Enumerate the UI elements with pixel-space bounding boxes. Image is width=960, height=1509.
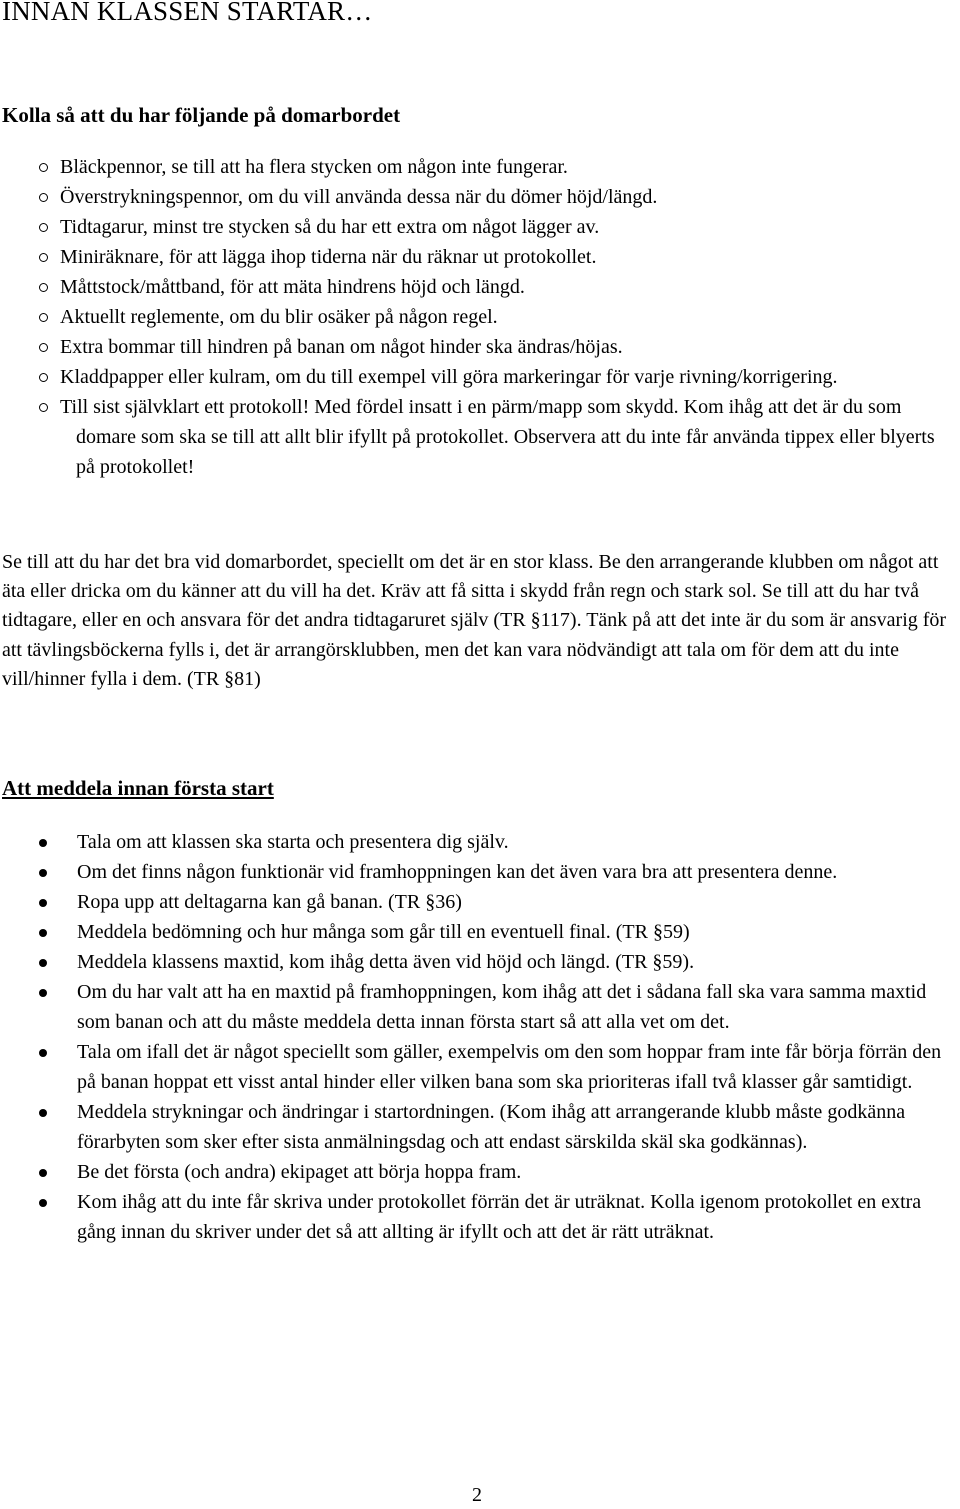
hollow-bullet-icon: [39, 163, 48, 172]
body-paragraph: Se till att du har det bra vid domarbordet, speciellt om det är en stor klass. Be den arrangerande klubben om något att äta eller dricka om du känner att du vill ha det. Kräv att få sitta i skydd från regn och stark sol. Se till att du har två tidtagare, eller en och ansvara för det andra tidtagaruret själv (TR §117). Tänk på att det inte är du som är ansvarig för att tävlingsböckerna fylls i, det är arrangörsklubben, men det kan vara nödvändigt att tala om för dem att du inte vill/hinner fylla i dem. (TR §81): [2, 551, 947, 690]
list-item: Om det finns någon funktionär vid framhoppningen kan det även vara bra att presentera denne.: [0, 857, 960, 887]
page-number: 2: [472, 1484, 482, 1506]
list-item: Överstrykningspennor, om du vill använda dessa när du dömer höjd/längd.: [0, 182, 952, 212]
list-item: Meddela strykningar och ändringar i startordningen. (Kom ihåg att arrangerande klubb måste godkänna förarbyten som sker efter sista anmälningsdag och att endast särskilda skäl ska godkännas).: [0, 1097, 960, 1157]
list-item: Aktuellt reglemente, om du blir osäker på någon regel.: [0, 302, 952, 332]
bullet-icon: [39, 929, 47, 937]
list-item: Kladdpapper eller kulram, om du till exempel vill göra markeringar för varje rivning/korrigering.: [0, 362, 952, 392]
bullet-icon: [39, 1109, 47, 1117]
hollow-bullet-icon: [39, 283, 48, 292]
hollow-bullet-icon: [39, 373, 48, 382]
hollow-bullet-icon: [39, 313, 48, 322]
bullet-icon: [39, 869, 47, 877]
list-item: Meddela bedömning och hur många som går till en eventuell final. (TR §59): [0, 917, 960, 947]
list-item: Meddela klassens maxtid, kom ihåg detta även vid höjd och längd. (TR §59).: [0, 947, 960, 977]
hollow-bullet-icon: [39, 343, 48, 352]
section-heading-forsta-start: Att meddela innan första start: [2, 776, 274, 800]
hollow-bullet-icon: [39, 223, 48, 232]
page-title: INNAN KLASSEN STARTAR…: [2, 0, 373, 26]
list-item: Måttstock/måttband, för att mäta hindrens höjd och längd.: [0, 272, 952, 302]
list-item: Om du har valt att ha en maxtid på framhoppningen, kom ihåg att det i sådana fall ska vara samma maxtid som banan och att du måste meddela detta innan första start så att alla vet om det.: [0, 977, 960, 1037]
bullet-icon: [39, 1049, 47, 1057]
hollow-bullet-icon: [39, 403, 48, 412]
bullet-icon: [39, 1199, 47, 1207]
list-item: Kom ihåg att du inte får skriva under protokollet förrän det är uträknat. Kolla igenom protokollet en extra gång innan du skriver under det så att allting är ifyllt och att det är rätt uträknat.: [0, 1187, 960, 1247]
bullet-icon: [39, 989, 47, 997]
section-heading-domarbordet: Kolla så att du har följande på domarbordet: [2, 103, 401, 127]
bullet-icon: [39, 959, 47, 967]
list-item: Tidtagarur, minst tre stycken så du har ett extra om något lägger av.: [0, 212, 952, 242]
list-item: Till sist självklart ett protokoll! Med fördel insatt i en pärm/mapp som skydd. Kom ihåg att det är du som domare som ska se till att allt blir ifyllt på protokollet. Observera att du inte får använda tippex eller blyerts på protokollet!: [0, 392, 952, 482]
list-item: Tala om ifall det är något speciellt som gäller, exempelvis om den som hoppar fram inte får börja förrän den på banan hoppat ett visst antal hinder eller vilken bana som ska prioriteras ifall två klasser går samtidigt.: [0, 1037, 960, 1097]
list-item: Ropa upp att deltagarna kan gå banan. (TR §36): [0, 887, 960, 917]
hollow-bullet-icon: [39, 193, 48, 202]
bullet-icon: [39, 1169, 47, 1177]
list-item: Be det första (och andra) ekipaget att börja hoppa fram.: [0, 1157, 960, 1187]
hollow-bullet-icon: [39, 253, 48, 262]
list-item: Miniräknare, för att lägga ihop tiderna när du räknar ut protokollet.: [0, 242, 952, 272]
equipment-list: [0, 152, 952, 482]
bullet-icon: [39, 839, 47, 847]
announcement-list: [0, 827, 960, 1247]
list-item: Bläckpennor, se till att ha flera stycken om någon inte fungerar.: [0, 152, 952, 182]
list-item: Tala om att klassen ska starta och presentera dig själv.: [0, 827, 960, 857]
list-item: Extra bommar till hindren på banan om något hinder ska ändras/höjas.: [0, 332, 952, 362]
bullet-icon: [39, 899, 47, 907]
